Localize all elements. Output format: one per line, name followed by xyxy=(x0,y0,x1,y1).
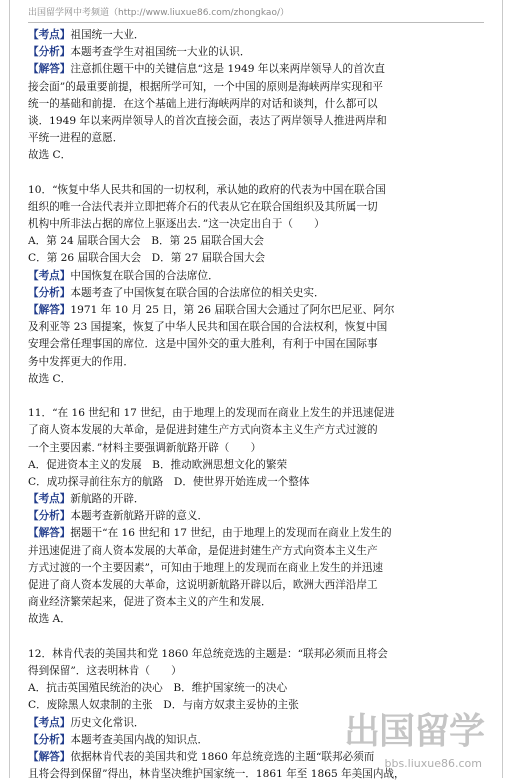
jieda-line: 接会面”的最重要前提，根据所学可知，一个中国的原则是海峡两岸实现和平 xyxy=(28,80,384,93)
fenxi-text: 本题考查了中国恢复在联合国的合法席位的相关史实． xyxy=(70,286,325,299)
kaodian-text: 中国恢复在联合国的合法席位． xyxy=(70,269,219,282)
kaodian-tag: 【考点】 xyxy=(28,29,71,41)
options-row: C．成功探寻前往东方的航路 D．使世界开始连成一个整体 xyxy=(28,475,310,488)
jieda-line: 平统一进程的意愿． xyxy=(28,132,124,145)
jieda-line: 1971 年 10 月 25 日，第 26 届联合国大会通过了阿尔巴尼亚、阿尔 xyxy=(70,304,395,316)
kaodian-tag: 【考点】 xyxy=(28,269,71,282)
site-watermark xyxy=(342,711,492,772)
document-body xyxy=(28,27,498,783)
fenxi-text: 本题考查新航路开辟的意义． xyxy=(70,510,209,523)
answer-line: 故选 C． xyxy=(28,372,72,385)
kaodian-tag: 【考点】 xyxy=(28,716,71,729)
document-page xyxy=(9,0,503,781)
options-row: C．第 26 届联合国大会 D．第 27 届联合国大会 xyxy=(28,252,266,265)
fenxi-tag: 【分析】 xyxy=(28,286,71,299)
fenxi-tag: 【分析】 xyxy=(28,46,71,59)
answer-line: 故选 C． xyxy=(28,149,72,162)
kaodian-tag: 【考点】 xyxy=(28,493,71,506)
watermark-url: bbs.liuxue86.com xyxy=(384,757,482,770)
jieda-tag: 【解答】 xyxy=(28,750,71,763)
fenxi-tag: 【分析】 xyxy=(28,510,71,523)
question-10 xyxy=(28,182,498,388)
options-row: A．第 24 届联合国大会 B．第 25 届联合国大会 xyxy=(28,235,264,248)
question-stem: 12．林肯代表的美国共和党 1860 年总统竞选的主题是：“联邦必须而且将会 xyxy=(28,647,388,660)
jieda-line: 方式过渡的一个主要因素”，可知由于地理上的发现而在商业上发生的并迅速 xyxy=(28,561,384,574)
watermark-logo-text: 出国留学 xyxy=(343,711,484,752)
jieda-line: 依据林肯代表的美国共和党 1860 年总统竞选的主题“联邦必须而 xyxy=(70,750,375,763)
answer-line: 故选 A． xyxy=(28,613,71,626)
jieda-line: 注意抓住题干中的关键信息“这是 1949 年以来两岸领导人的首次直 xyxy=(70,63,385,76)
jieda-line: 据题干“在 16 世纪和 17 世纪，由于地理上的发现而在商业上发生的 xyxy=(70,527,392,540)
fenxi-text: 本题考查学生对祖国统一大业的认识． xyxy=(70,46,251,59)
jieda-line: 促进了商人资本发展的大革命，这说明新航路开辟以后，欧洲大西洋沿岸工 xyxy=(28,579,378,591)
jieda-tag: 【解答】 xyxy=(28,304,71,316)
jieda-tag: 【解答】 xyxy=(28,63,71,76)
jieda-line: 安理会常任理事国的席位．这是中国外交的重大胜利，有利于中国在国际事 xyxy=(28,338,378,351)
jieda-line: 谈．1949 年以来两岸领导人的首次直接会面，表达了两岸领导人推进两岸和 xyxy=(28,114,387,127)
fenxi-text: 本题考查美国内战的知识点． xyxy=(70,733,209,746)
question-11 xyxy=(28,405,498,628)
jieda-line: 务中发挥更大的作用． xyxy=(28,355,134,368)
question-stem: 组织的唯一合法代表并立即把蒋介石的代表从它在联合国组织及其所属一切 xyxy=(28,200,378,213)
options-row: A．促进资本主义的发展 B．推动欧洲思想文化的繁荣 xyxy=(28,458,288,471)
jieda-line: 并迅速促进了商人资本发展的大革命，是促进封建生产方式向资本主义生产 xyxy=(28,544,378,557)
jieda-tag: 【解答】 xyxy=(28,527,71,540)
jieda-line: 统一的基础和前提．在这个基础上进行海峡两岸的对话和谈判，什么都可以 xyxy=(28,97,378,110)
kaodian-text: 新航路的开辟． xyxy=(70,493,145,506)
header-divider xyxy=(28,22,484,23)
options-row: A．抗击英国殖民统治的决心 B．维护国家统一的决心 xyxy=(28,682,288,695)
jieda-line: 且将会得到保留”得出，林肯坚决维护国家统一．1861 年至 1865 年美国内战， xyxy=(28,768,405,781)
question-stem: 11．“在 16 世纪和 17 世纪，由于地理上的发现而在商业上发生的并迅速促进 xyxy=(28,407,395,420)
question-stem: 得到保留”．这表明林肯（ ） xyxy=(28,664,182,677)
page-header: 出国留学网中考频道（http://www.liuxue86.com/zhongkao/） xyxy=(28,8,289,18)
options-row: C．废除黑人奴隶制的主张 D．与南方奴隶主妥协的主张 xyxy=(28,699,299,712)
question-stem: 一个主要因素．”材料主要强调新航路开辟（ ） xyxy=(28,441,262,454)
jieda-line: 及利亚等 23 国提案，恢复了中华人民共和国在联合国的合法权利，恢复中国 xyxy=(28,321,388,334)
kaodian-text: 历史文化常识． xyxy=(70,716,145,729)
fenxi-tag: 【分析】 xyxy=(28,733,71,746)
question-9 xyxy=(28,27,498,165)
question-stem: 机构中所非法占据的席位上驱逐出去．”这一决定出自于（ ） xyxy=(28,218,325,231)
kaodian-text: 祖国统一大业． xyxy=(70,29,145,41)
question-stem: 10．“恢复中华人民共和国的一切权利，承认她的政府的代表为中国在联合国 xyxy=(28,183,386,196)
question-stem: 了商人资本发展的大革命，是促进封建生产方式向资本主义生产方式过渡的 xyxy=(28,424,378,437)
jieda-line: 商业经济繁荣起来，促进了资本主义的产生和发展． xyxy=(28,596,272,609)
